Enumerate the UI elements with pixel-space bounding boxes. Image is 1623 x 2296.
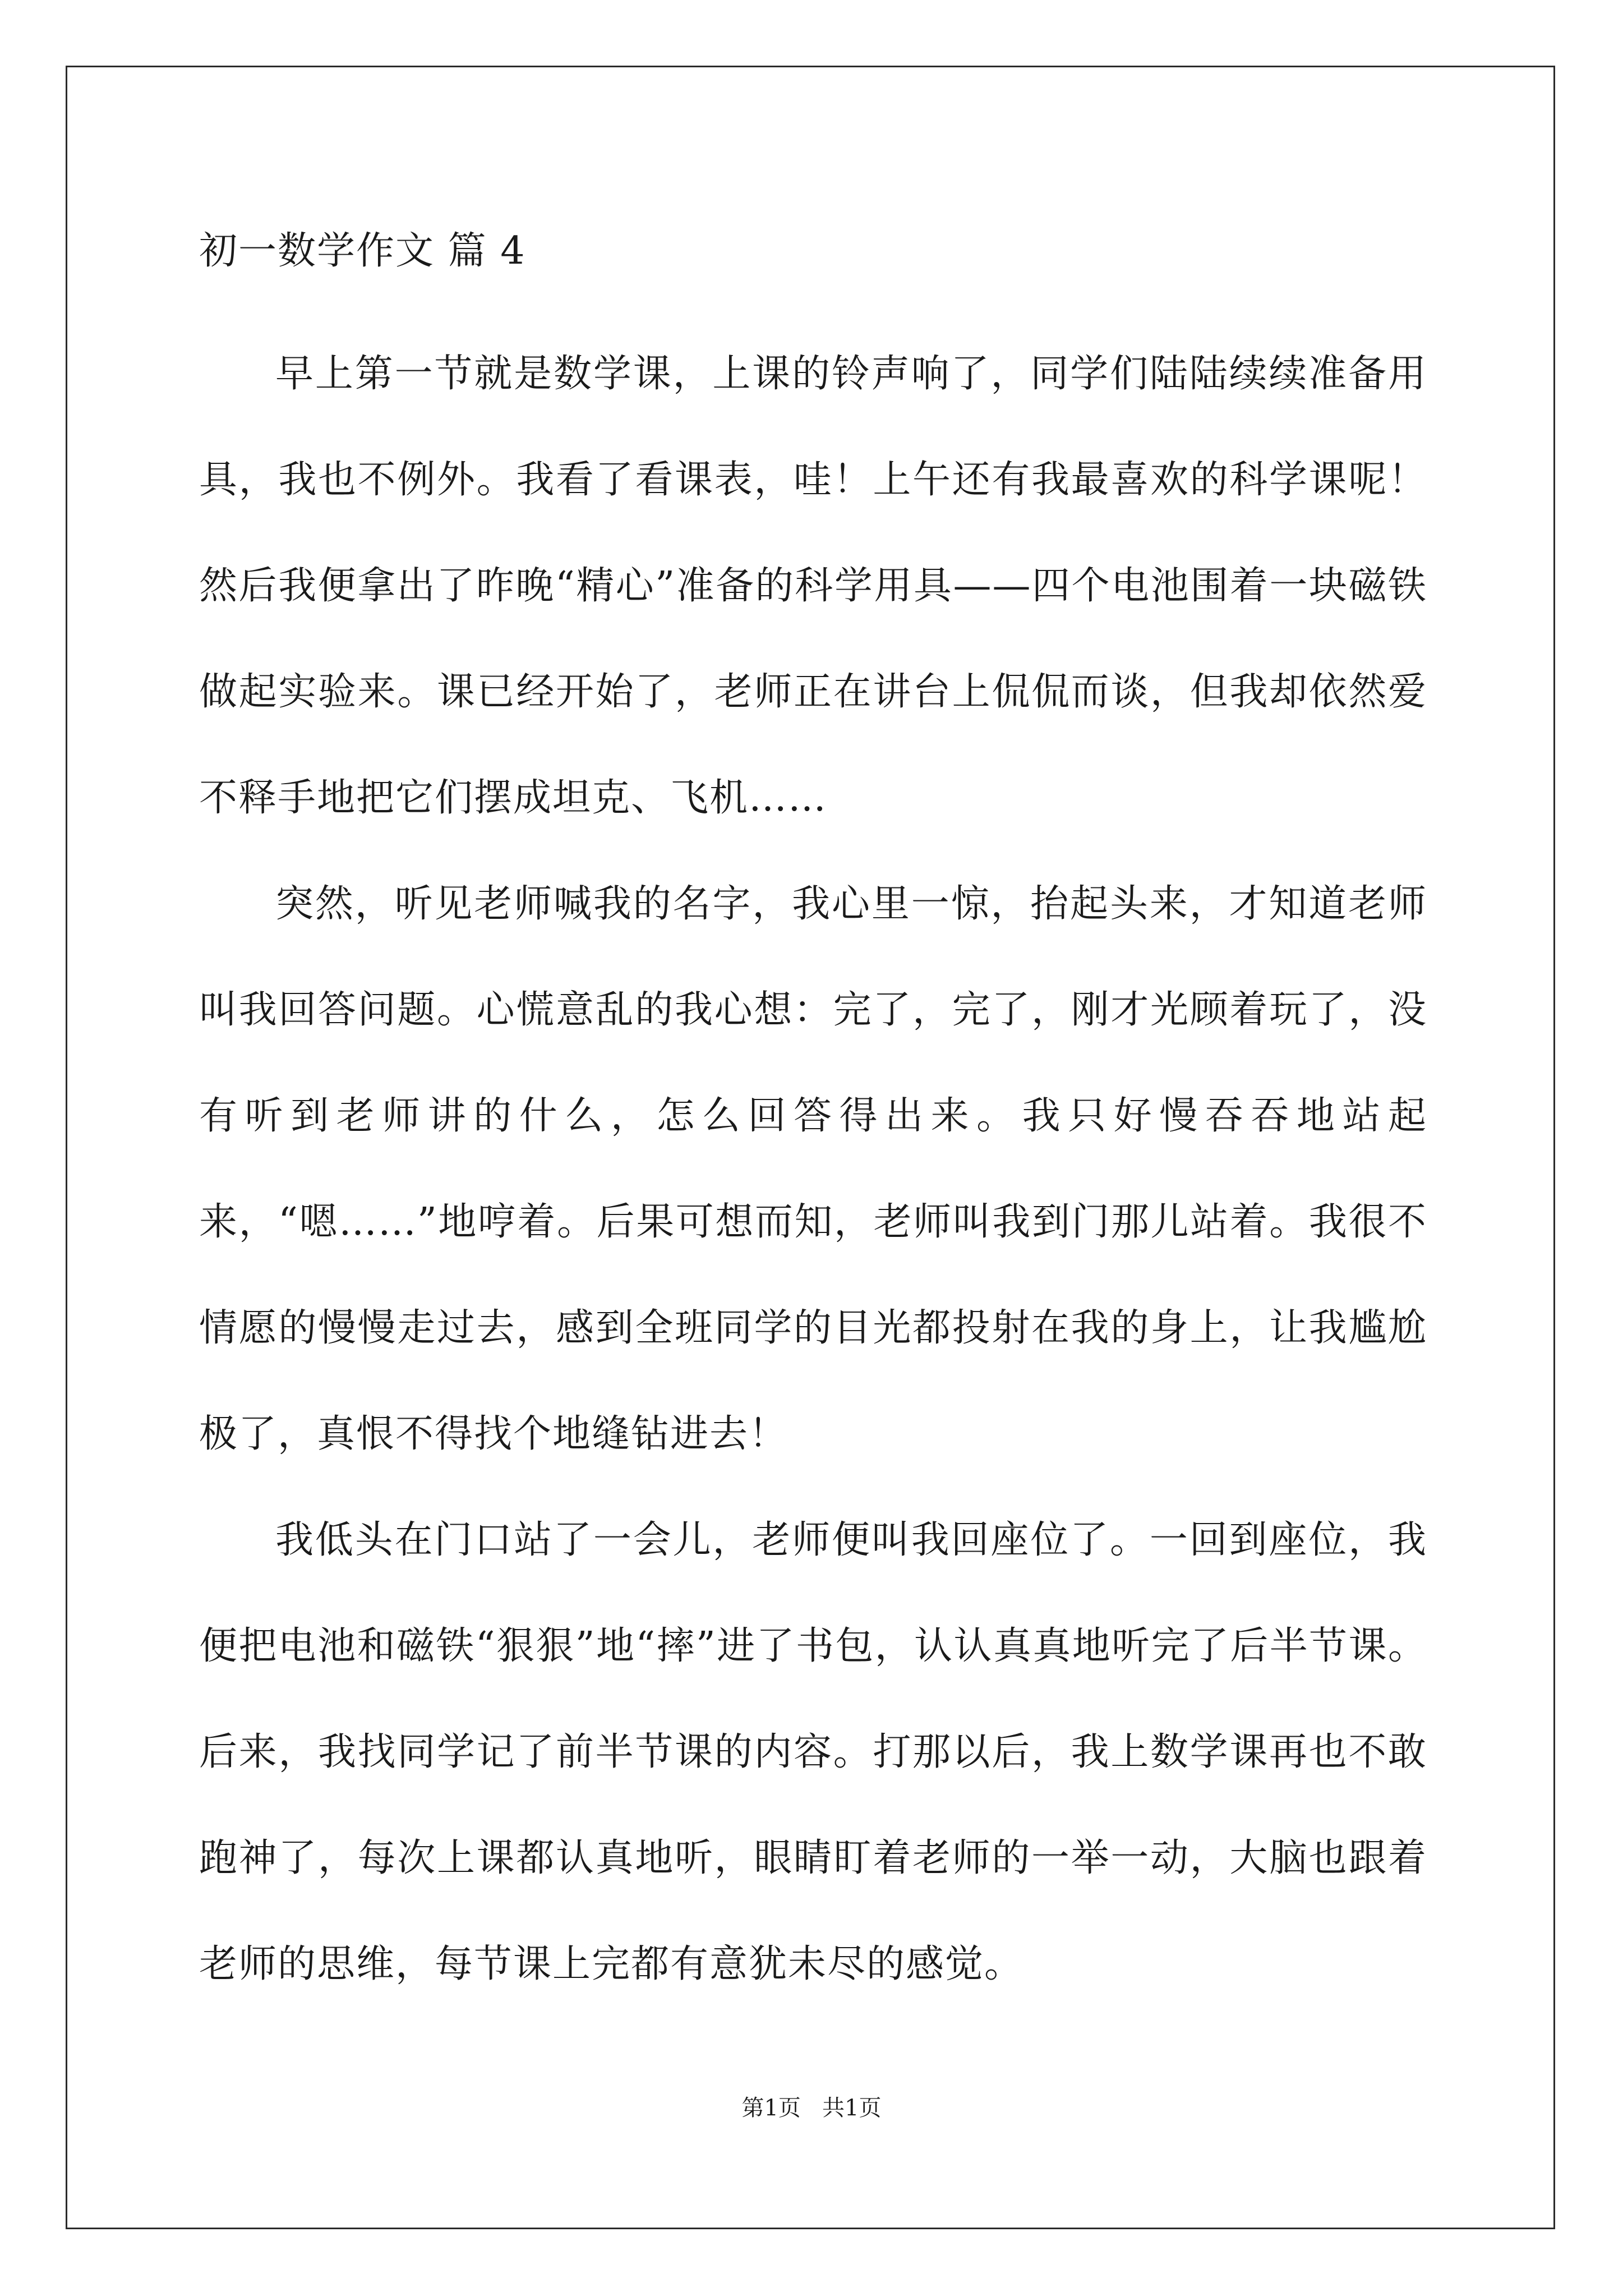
paragraph-2: 突然，听见老师喊我的名字，我心里一惊，抬起头来，才知道老师叫我回答问题。心慌意乱的我心想：完了，完了，刚才光顾着玩了，没有听到老师讲的什么，怎么回答得出来。我只好慢吞吞地站起来，“嗯……”地哼着。后果可想而知，老师叫我到门那儿站着。我很不情愿的慢慢走过去，感到全班同学的目光都投射在我的身上，让我尴尬极了，真恨不得找个地缝钻进去！ (199, 882, 1427, 1456)
paragraph-1: 早上第一节就是数学课，上课的铃声响了，同学们陆陆续续准备用具，我也不例外。我看了看课表，哇！上午还有我最喜欢的科学课呢！然后我便拿出了昨晚“精心”准备的科学用具——四个电池围着一块磁铁做起实验来。课已经开始了，老师正在讲台上侃侃而谈，但我却依然爱不释手地把它们摆成坦克、飞机…… (199, 352, 1427, 820)
document-body (199, 321, 1427, 2017)
paragraph-3: 我低头在门口站了一会儿，老师便叫我回座位了。一回到座位，我便把电池和磁铁“狠狠”地“摔”进了书包，认认真真地听完了后半节课。后来，我找同学记了前半节课的内容。打那以后，我上数学课再也不敢跑神了，每次上课都认真地听，眼睛盯着老师的一举一动，大脑也跟着老师的思维，每节课上完都有意犹未尽的感觉。 (199, 1518, 1427, 1986)
page-footer: 第1页 共1页 (741, 2095, 882, 2121)
document-title: 初一数学作文 篇 4 (199, 229, 526, 273)
